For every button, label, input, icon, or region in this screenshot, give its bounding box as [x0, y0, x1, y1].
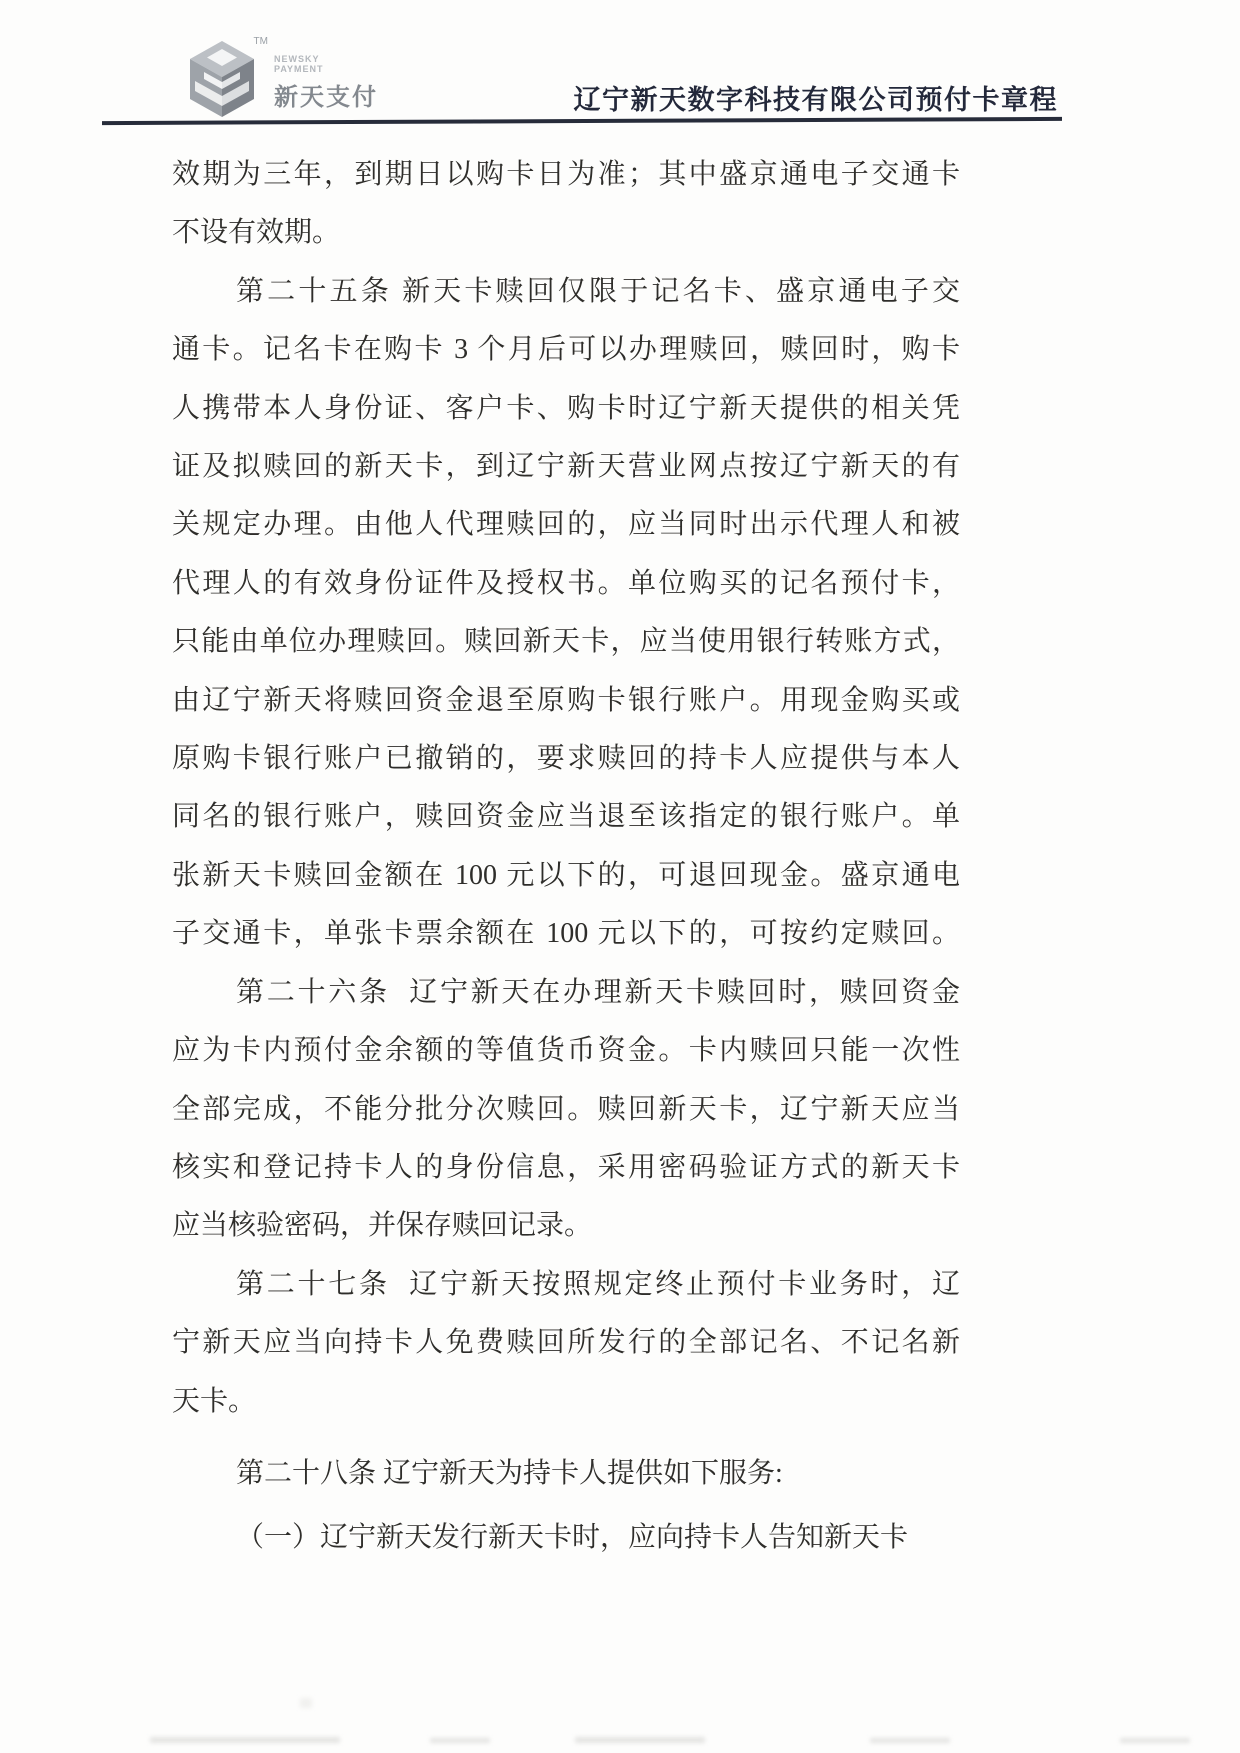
cube-logo-svg	[184, 38, 264, 122]
document-header-title: 辽宁新天数字科技有限公司预付卡章程	[573, 85, 1058, 115]
text-line: 全部完成，不能分批分次赎回。赎回新天卡，辽宁新天应当	[172, 1093, 960, 1125]
cube-logo-icon	[184, 36, 268, 122]
text-line: 宁新天应当向持卡人免费赎回所发行的全部记名、不记名新	[172, 1327, 960, 1359]
text-line: 原购卡银行账户已撤销的，要求赎回的持卡人应提供与本人	[172, 743, 960, 775]
scan-artifact	[430, 1738, 490, 1743]
text-line: 由辽宁新天将赎回资金退至原购卡银行账户。用现金购买或	[172, 684, 960, 716]
text-line: （一）辽宁新天发行新天卡时，应向持卡人告知新天卡	[236, 1522, 909, 1554]
text-line: 只能由单位办理赎回。赎回新天卡，应当使用银行转账方式，	[172, 626, 960, 658]
text-line: 子交通卡，单张卡票余额在 100 元以下的，可按约定赎回。	[172, 918, 960, 950]
text-line: 第二十六条 辽宁新天在办理新天卡赎回时，赎回资金	[236, 976, 960, 1008]
text-line: 代理人的有效身份证件及授权书。单位购买的记名预付卡，	[172, 567, 960, 599]
brand-name-en-line1: NEWSKY	[274, 54, 320, 64]
text-line: 核实和登记持卡人的身份信息，采用密码验证方式的新天卡	[172, 1151, 960, 1183]
document-body	[172, 146, 960, 1568]
scan-artifact	[1120, 1738, 1190, 1743]
scan-artifact	[575, 1737, 705, 1743]
brand-name-en-line2: PAYMENT	[274, 64, 324, 74]
text-line: 同名的银行账户，赎回资金应当退至该指定的银行账户。单	[172, 801, 960, 833]
text-line: 不设有效期。	[172, 217, 341, 249]
text-line: 第二十五条 新天卡赎回仅限于记名卡、盛京通电子交	[236, 275, 960, 307]
text-line: 张新天卡赎回金额在 100 元以下的，可退回现金。盛京通电	[172, 859, 960, 891]
text-line: 第二十八条 辽宁新天为持卡人提供如下服务:	[236, 1457, 783, 1489]
text-line: 天卡。	[172, 1385, 257, 1417]
company-logo	[184, 38, 378, 122]
text-line: 通卡。记名卡在购卡 3 个月后可以办理赎回，赎回时，购卡	[172, 334, 960, 366]
text-line: 人携带本人身份证、客户卡、购卡时辽宁新天提供的相关凭	[172, 392, 960, 424]
scan-artifact	[300, 1698, 312, 1708]
text-line: 证及拟赎回的新天卡，到辽宁新天营业网点按辽宁新天的有	[172, 451, 960, 483]
text-line: 关规定办理。由他人代理赎回的，应当同时出示代理人和被	[172, 509, 960, 541]
text-line: 应当核验密码，并保存赎回记录。	[172, 1210, 593, 1242]
brand-text	[274, 38, 378, 112]
scan-artifact	[870, 1738, 950, 1743]
scan-artifact	[150, 1737, 340, 1743]
trademark-symbol: TM	[253, 36, 268, 47]
text-line: 效期为三年，到期日以购卡日为准；其中盛京通电子交通卡	[172, 159, 960, 190]
brand-name-cn: 新天支付	[274, 84, 378, 111]
text-line: 应为卡内预付金余额的等值货币资金。卡内赎回只能一次性	[172, 1035, 960, 1067]
text-line: 第二十七条 辽宁新天按照规定终止预付卡业务时，辽	[236, 1268, 960, 1300]
